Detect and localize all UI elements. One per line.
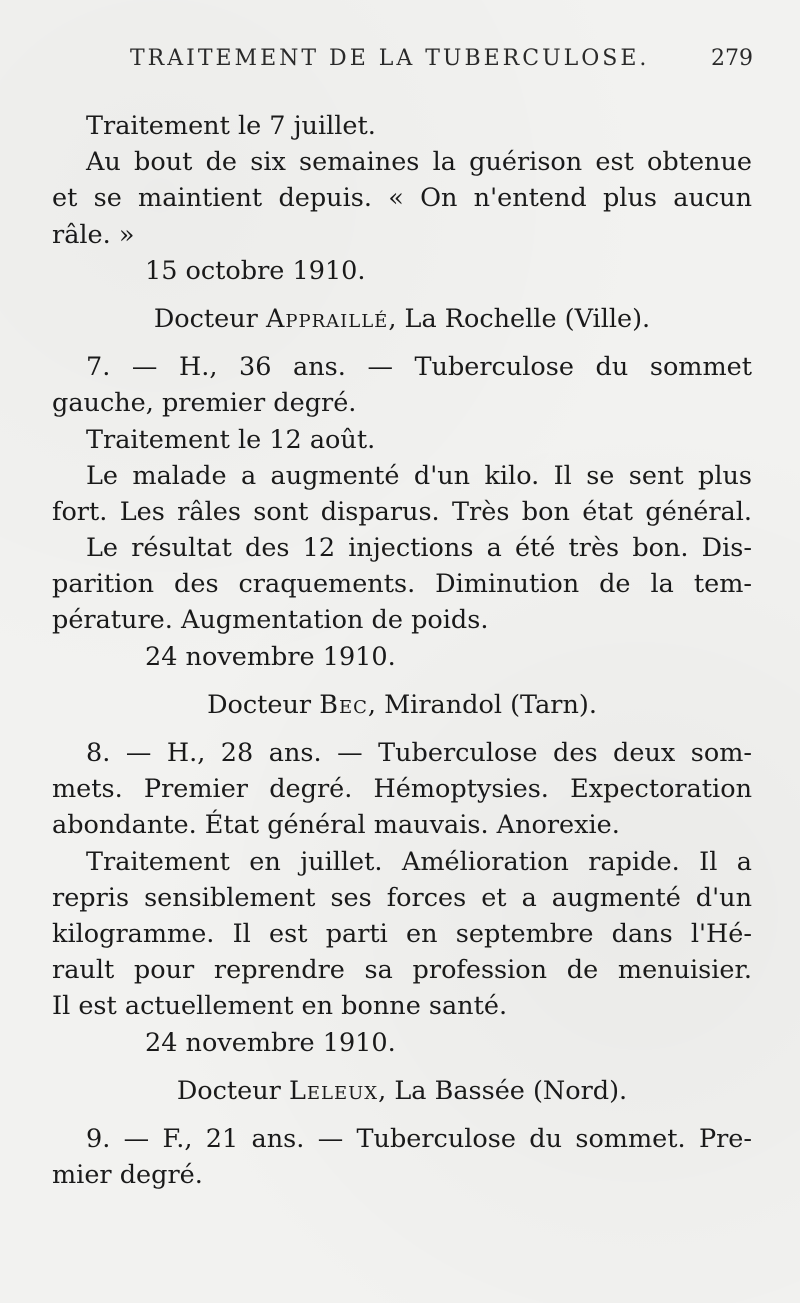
- paragraph-line: abondante. État général mauvais. Anorexie.: [52, 810, 620, 841]
- paragraph-line: Traitement le 12 août.: [86, 424, 376, 455]
- doctor-heading: [52, 301, 752, 337]
- page-body: [52, 108, 752, 1193]
- paragraph-line: mets. Premier degré. Hémoptysies. Expectoration: [52, 774, 752, 805]
- page-number: 279: [711, 46, 753, 71]
- report-date: 24 novembre 1910.: [145, 1027, 396, 1058]
- paragraph-line: Traitement le 7 juillet.: [86, 111, 376, 141]
- paragraph-line: Traitement en juillet. Amélioration rapide. Il a: [86, 846, 752, 877]
- report-date: 15 octobre 1910.: [145, 255, 366, 286]
- paragraph-line: Au bout de six semaines la guérison est obtenue: [86, 147, 752, 178]
- running-head: [0, 46, 800, 80]
- paragraph-line: Il est actuellement en bonne santé.: [52, 991, 508, 1022]
- case-heading-line: 9. — F., 21 ans. — Tuberculose du sommet. Pre-: [86, 1123, 752, 1154]
- paragraph-line: parition des craquements. Diminution de la tem-: [52, 569, 752, 600]
- doctor-prefix: Docteur: [153, 303, 266, 334]
- paragraph-line: pérature. Augmentation de poids.: [52, 605, 489, 636]
- paragraph-line: mier degré.: [52, 1160, 203, 1191]
- doctor-name: Bec: [319, 689, 368, 720]
- paragraph-line: fort. Les râles sont disparus. Très bon état général.: [52, 496, 752, 527]
- doctor-heading: [52, 1073, 752, 1109]
- doctor-name: Leleux: [288, 1075, 379, 1106]
- paragraph-line: et se maintient depuis. « On n'entend plus aucun: [52, 183, 752, 214]
- paragraph-line: rault pour reprendre sa profession de menuisier.: [52, 955, 752, 986]
- paragraph-line: kilogramme. Il est parti en septembre dans l'Hé-: [52, 918, 752, 949]
- paragraph-line: Le résultat des 12 injections a été très bon. Dis-: [86, 533, 752, 564]
- paragraph-line: Le malade a augmenté d'un kilo. Il se sent plus: [86, 460, 752, 491]
- case-heading-line: 8. — H., 28 ans. — Tuberculose des deux som-: [86, 738, 752, 768]
- report-date: 24 novembre 1910.: [145, 641, 396, 672]
- doctor-prefix: Docteur: [176, 1075, 289, 1106]
- paragraph-line: râle. »: [52, 219, 135, 250]
- paragraph-line: repris sensiblement ses forces et a augmenté d'un: [52, 882, 752, 913]
- doctor-location: , La Bassée (Nord).: [378, 1075, 628, 1106]
- paragraph-line: gauche, premier degré.: [52, 388, 357, 419]
- doctor-prefix: Docteur: [207, 689, 320, 720]
- running-title: TRAITEMENT DE LA TUBERCULOSE.: [130, 46, 650, 71]
- case-heading-line: 7. — H., 36 ans. — Tuberculose du sommet: [86, 352, 752, 383]
- doctor-heading: [52, 687, 752, 723]
- doctor-location: , La Rochelle (Ville).: [388, 303, 651, 334]
- doctor-location: , Mirandol (Tarn).: [367, 689, 597, 720]
- doctor-name: Appraillé: [265, 303, 389, 334]
